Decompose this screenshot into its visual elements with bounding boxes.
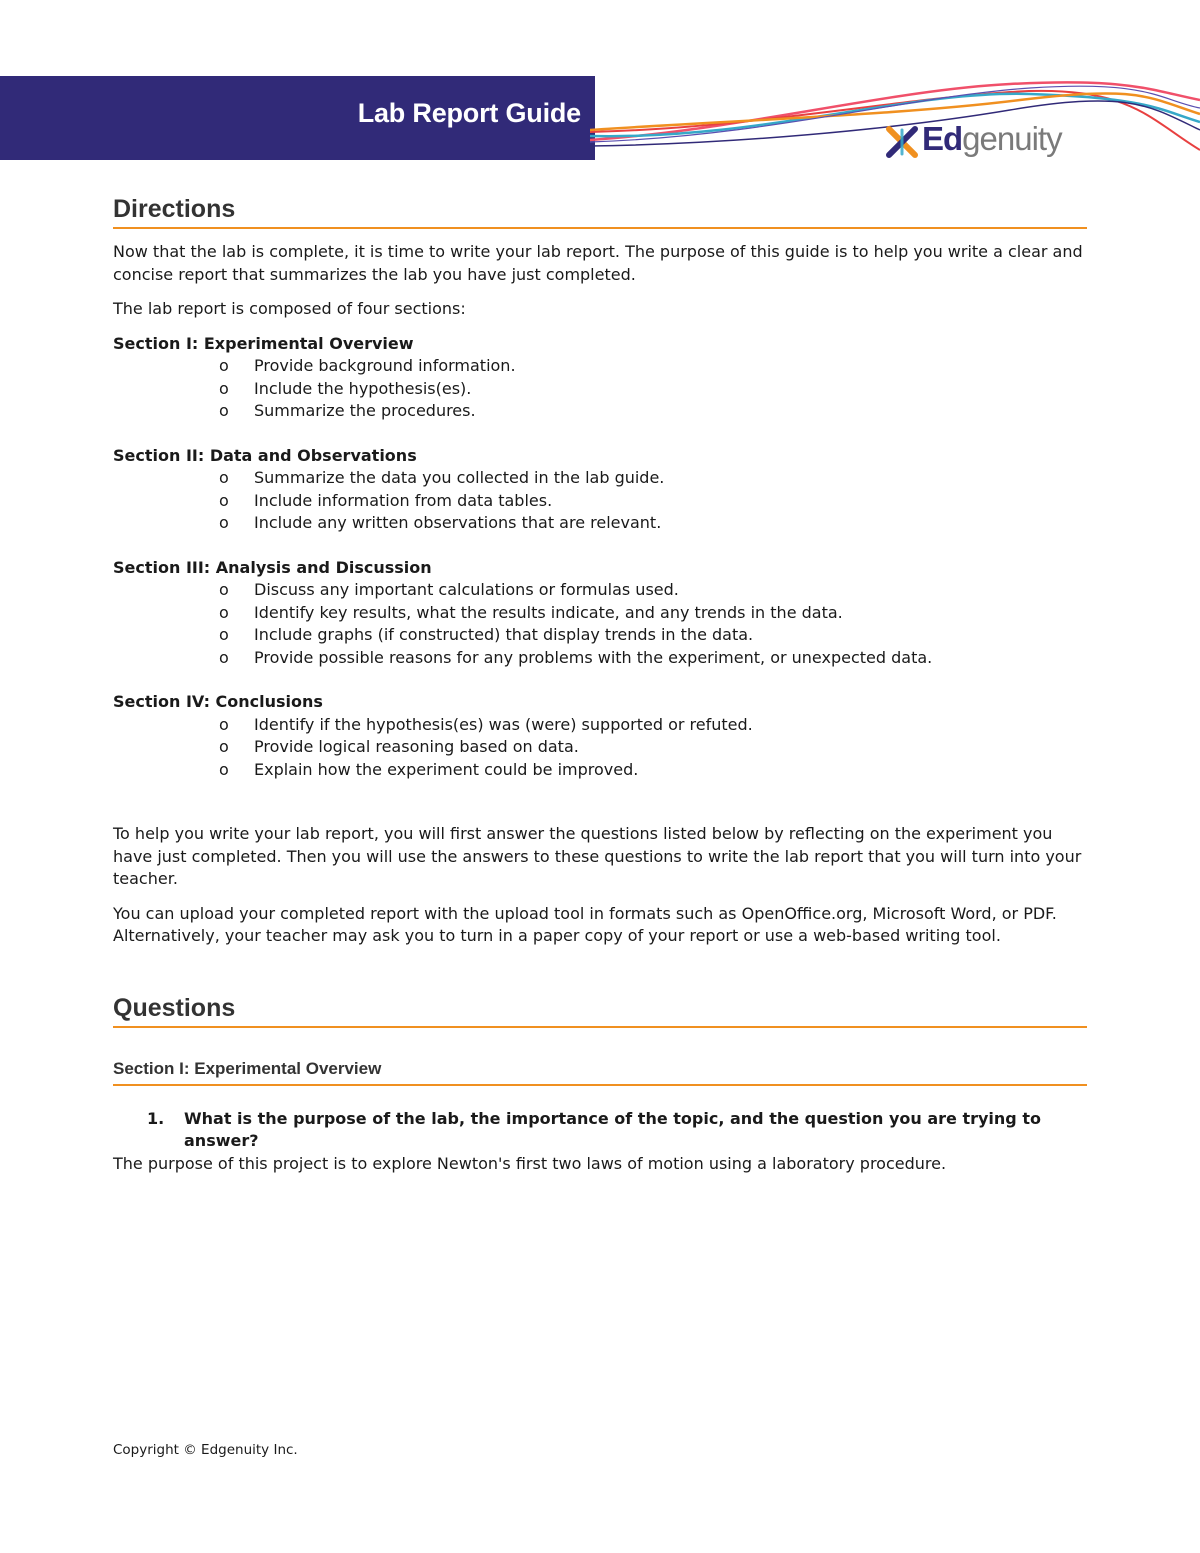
list-item (113, 602, 1087, 625)
section-items (113, 355, 1087, 423)
section-heading: Section IV: Conclusions (113, 692, 323, 711)
logo-wordmark: Edgenuity (922, 120, 1062, 157)
list-item-text: Include any written observations that are relevant. (254, 513, 662, 532)
list-item-text: Include information from data tables. (254, 490, 553, 510)
bullet-marker: o (219, 647, 229, 667)
bullet-marker: o (219, 356, 229, 375)
document-body (113, 195, 1087, 1175)
list-item-text: Provide background information. (254, 356, 516, 375)
bullet-marker: o (219, 401, 229, 420)
section-list (113, 333, 1087, 782)
bullet-marker: o (219, 602, 229, 622)
bullet-marker: o (219, 714, 229, 734)
list-item (113, 647, 1087, 670)
bullet-marker: o (219, 513, 229, 532)
list-item-text: Include the hypothesis(es). (254, 378, 472, 398)
composition-text: The lab report is composed of four sections: (113, 299, 466, 318)
list-item-text: Include graphs (if constructed) that display trends in the data. (254, 625, 754, 644)
question-1-answer: The purpose of this project is to explore Newton's first two laws of motion using a laboratory procedure. (113, 1153, 947, 1173)
copyright-footer: Copyright © Edgenuity Inc. (113, 1442, 298, 1458)
list-item-text: Discuss any important calculations or formulas used. (254, 580, 679, 599)
header-banner (0, 76, 595, 160)
list-item-text: Explain how the experiment could be improved. (254, 759, 639, 779)
section-items (113, 467, 1087, 535)
list-item (113, 579, 1087, 602)
guide-title: Lab Report Guide (357, 98, 581, 128)
section-heading: Section I: Experimental Overview (113, 333, 414, 353)
edgenuity-x-icon (886, 126, 918, 158)
question-text: What is the purpose of the lab, the importance of the topic, and the question you are trying to answer? (184, 1108, 1041, 1150)
list-item (113, 512, 1087, 535)
help-paragraph: To help you write your lab report, you will first answer the questions listed below by reflecting on the experiment you have just completed. Then you will use the answers to these questions to write the lab report that you will turn into your teacher. (113, 824, 1082, 888)
bullet-marker: o (219, 490, 229, 510)
list-item-text: Summarize the procedures. (254, 401, 476, 420)
section-heading: Section III: Analysis and Discussion (113, 557, 432, 577)
list-item (113, 490, 1087, 513)
bullet-marker: o (219, 580, 229, 599)
questions-section-title: Section I: Experimental Overview (113, 1058, 1087, 1086)
list-item-text: Summarize the data you collected in the lab guide. (254, 468, 665, 487)
list-item-text: Provide logical reasoning based on data. (254, 737, 579, 756)
list-item (113, 378, 1087, 401)
question-1 (113, 1108, 1087, 1153)
bullet-marker: o (219, 737, 229, 756)
section-heading: Section II: Data and Observations (113, 445, 417, 465)
section-items (113, 714, 1087, 782)
list-item-text: Provide possible reasons for any problems with the experiment, or unexpected data. (254, 647, 933, 667)
list-item (113, 355, 1087, 378)
questions-heading: Questions (113, 994, 1087, 1028)
bullet-marker: o (219, 378, 229, 398)
section-items (113, 579, 1087, 669)
list-item (113, 624, 1087, 647)
list-item-text: Identify if the hypothesis(es) was (were) supported or refuted. (254, 714, 753, 734)
directions-heading: Directions (113, 195, 1087, 229)
upload-paragraph: You can upload your completed report with the upload tool in formats such as OpenOffice.org, Microsoft Word, or PDF. Alternatively, your teacher may ask you to turn in a paper copy of your report or use a web-based writing tool. (113, 903, 1057, 945)
list-item (113, 400, 1087, 423)
list-item-text: Identify key results, what the results indicate, and any trends in the data. (254, 602, 843, 622)
list-item (113, 714, 1087, 737)
directions-intro: Now that the lab is complete, it is time to write your lab report. The purpose of this guide is to help you write a clear and concise report that summarizes the lab you have just completed. (113, 242, 1083, 284)
question-number: 1. (147, 1108, 165, 1128)
bullet-marker: o (219, 625, 229, 644)
list-item (113, 467, 1087, 490)
bullet-marker: o (219, 468, 229, 487)
list-item (113, 759, 1087, 782)
bullet-marker: o (219, 759, 229, 779)
list-item (113, 736, 1087, 759)
